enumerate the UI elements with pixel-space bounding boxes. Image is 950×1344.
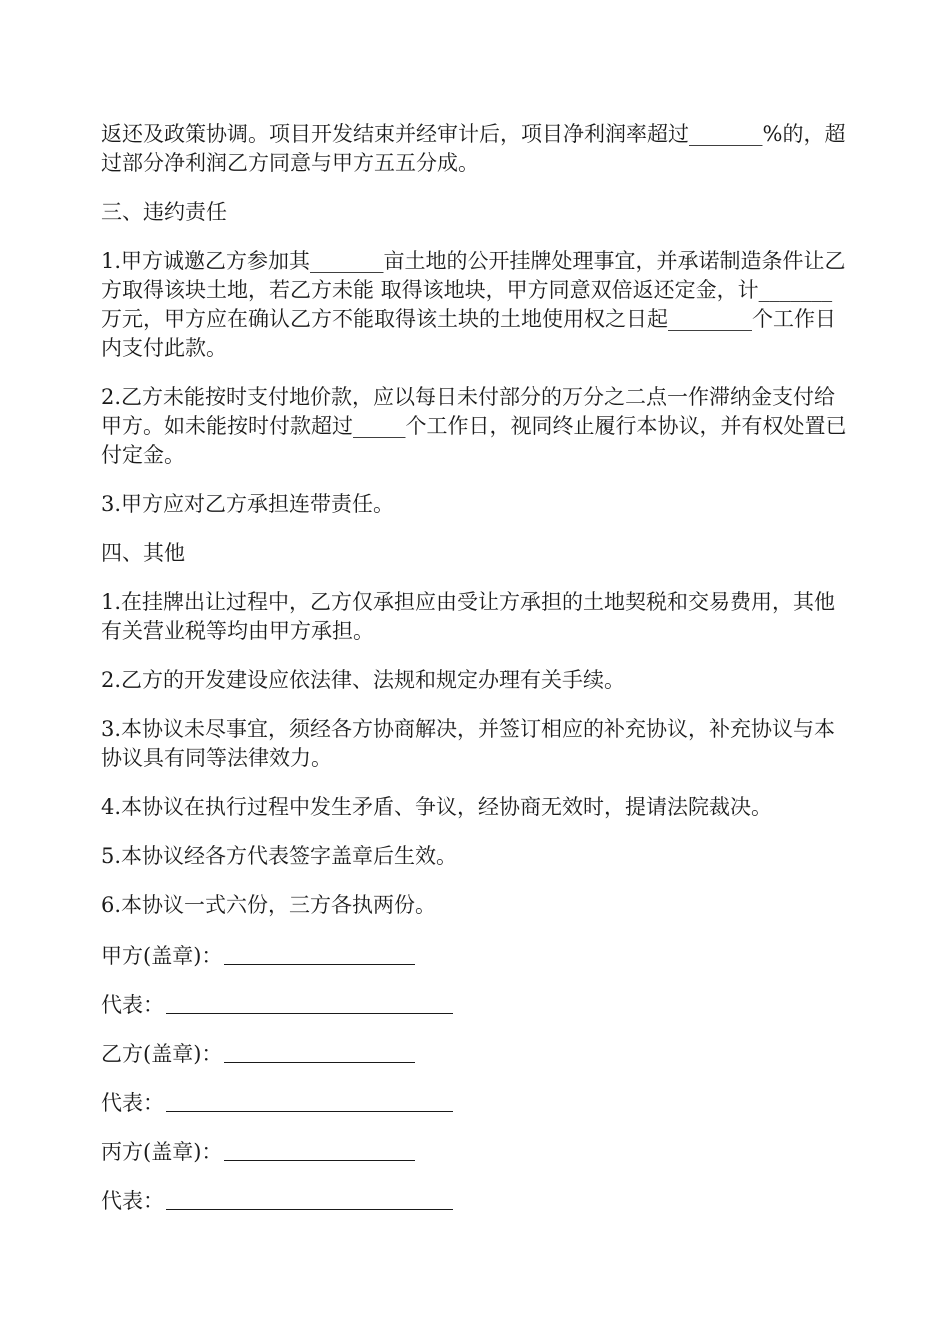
- signature-party-b-representative: [101, 1087, 853, 1117]
- signature-label: 代表：: [101, 993, 164, 1017]
- signature-blank: [166, 1187, 453, 1210]
- signature-blank: [224, 1040, 415, 1063]
- clause-4-3: 3.本协议未尽事宜，须经各方协商解决，并签订相应的补充协议，补充协议与本协议具有同等法律效力。: [101, 717, 836, 770]
- clause-4-2: 2.乙方的开发建设应依法律、法规和规定办理有关手续。: [101, 668, 626, 692]
- section-heading-breach: 三、违约责任: [101, 200, 227, 224]
- signature-label: 代表：: [101, 1189, 164, 1213]
- signature-blank: [224, 942, 415, 965]
- signature-party-c-representative: [101, 1185, 853, 1215]
- clause-3-1: 1.甲方诚邀乙方参加其_______亩土地的公开挂牌处理事宜，并承诺制造条件让乙方取得该块土地，若乙方未能 取得该地块，甲方同意双倍返还定金，计_______万元，甲方应在确认乙方不能取得该土块的土地使用权之日起________个工作日内支付此款。: [101, 249, 846, 360]
- clause-4-5: 5.本协议经各方代表签字盖章后生效。: [101, 844, 458, 868]
- signature-label: 丙方(盖章)：: [101, 1140, 223, 1164]
- signature-label: 代表：: [101, 1091, 164, 1115]
- clause-3-3: 3.甲方应对乙方承担连带责任。: [101, 492, 395, 516]
- signature-label: 甲方(盖章)：: [101, 944, 223, 968]
- signature-party-a: [101, 940, 853, 970]
- signature-party-a-representative: [101, 989, 853, 1019]
- clause-4-1: 1.在挂牌出让过程中，乙方仅承担应由受让方承担的土地契税和交易费用，其他有关营业税等均由甲方承担。: [101, 590, 836, 643]
- signature-blank: [166, 991, 453, 1014]
- signature-label: 乙方(盖章)：: [101, 1042, 223, 1066]
- signature-party-c: [101, 1136, 853, 1166]
- section-heading-other: 四、其他: [101, 541, 185, 565]
- clause-4-6: 6.本协议一式六份，三方各执两份。: [101, 893, 437, 917]
- signature-party-b: [101, 1038, 853, 1068]
- clause-4-4: 4.本协议在执行过程中发生矛盾、争议，经协商无效时，提请法院裁决。: [101, 795, 773, 819]
- intro-paragraph: 返还及政策协调。项目开发结束并经审计后，项目净利润率超过_______%的，超过部分净利润乙方同意与甲方五五分成。: [101, 122, 846, 175]
- signature-blank: [224, 1138, 415, 1161]
- clause-3-2: 2.乙方未能按时支付地价款，应以每日未付部分的万分之二点一作滞纳金支付给甲方。如未能按时付款超过_____个工作日，视同终止履行本协议，并有权处置已付定金。: [101, 385, 847, 467]
- document-page: [101, 120, 853, 1215]
- signature-blank: [166, 1089, 453, 1112]
